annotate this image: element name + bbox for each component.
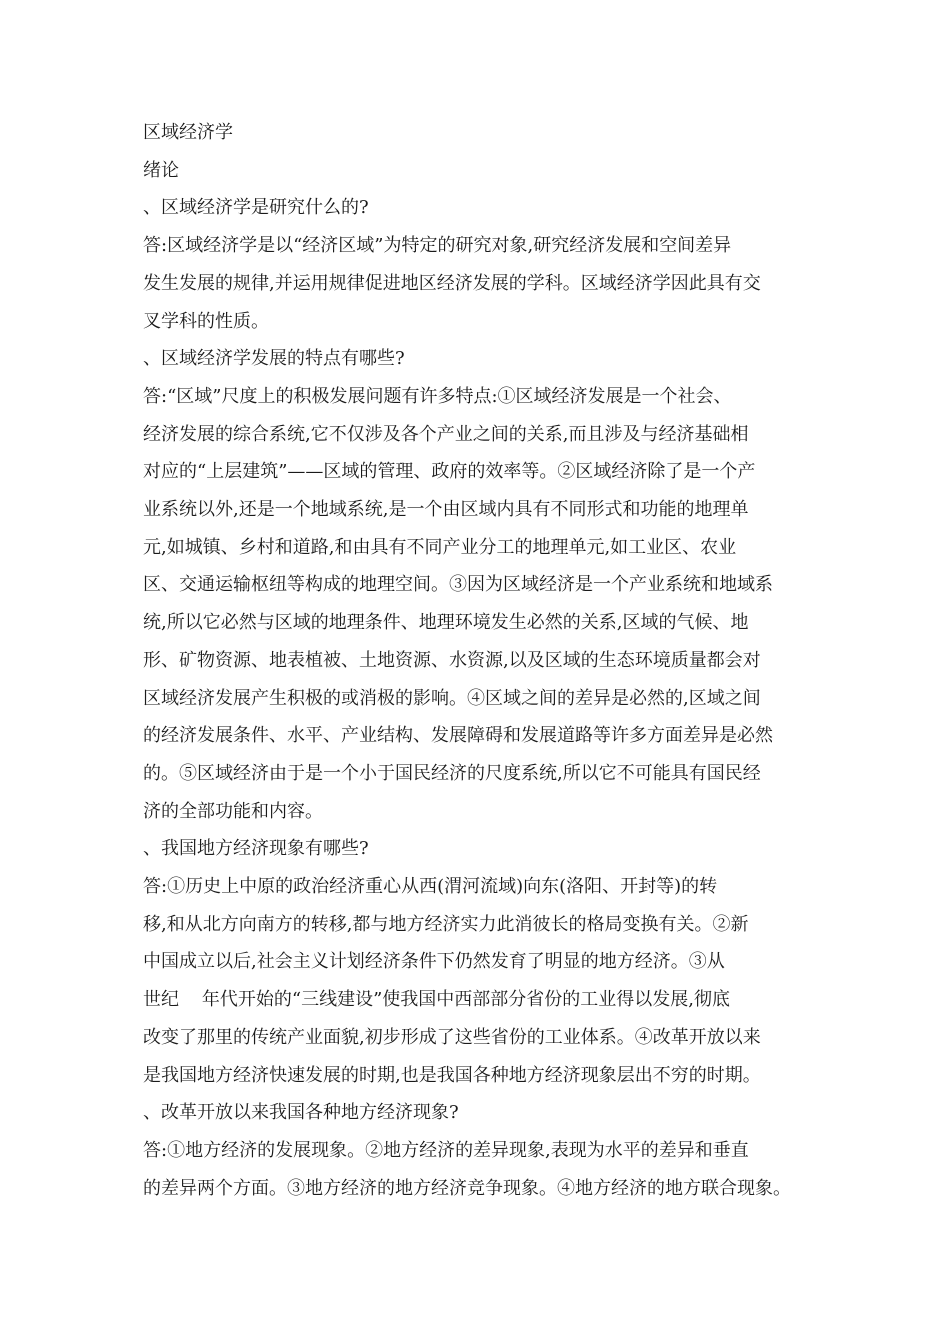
answer-line: 元,如城镇、乡村和道路,和由具有不同产业分工的地理单元,如工业区、农业: [143, 536, 737, 558]
answer-line: 的差异两个方面。③地方经济的地方经济竞争现象。④地方经济的地方联合现象。: [143, 1177, 791, 1199]
answer-line: 世纪 年代开始的“三线建设”使我国中西部部分省份的工业得以发展,彻底: [143, 989, 731, 1011]
question-2: 、区域经济学发展的特点有哪些?: [143, 348, 405, 370]
answer-line: 移,和从北方向南方的转移,都与地方经济实力此消彼长的格局变换有关。②新: [143, 913, 749, 935]
answer-line: 业系统以外,还是一个地域系统,是一个由区域内具有不同形式和功能的地理单: [143, 499, 749, 521]
answer-line: 经济发展的综合系统,它不仅涉及各个产业之间的关系,而且涉及与经济基础相: [143, 423, 749, 445]
answer-line: 是我国地方经济快速发展的时期,也是我国各种地方经济现象层出不穷的时期。: [143, 1064, 761, 1086]
answer-2: [143, 378, 813, 830]
question-4: 、改革开放以来我国各种地方经济现象?: [143, 1102, 459, 1124]
answer-line: 的经济发展条件、水平、产业结构、发展障碍和发展道路等许多方面差异是必然: [143, 725, 773, 747]
document-body: [143, 114, 813, 1207]
answer-line: 形、矿物资源、地表植被、土地资源、水资源,以及区域的生态环境质量都会对: [143, 649, 761, 671]
answer-line: 改变了那里的传统产业面貌,初步形成了这些省份的工业体系。④改革开放以来: [143, 1026, 761, 1048]
document-title: 区域经济学: [143, 122, 233, 143]
answer-4: [143, 1132, 813, 1207]
answer-line: 答:①历史上中原的政治经济重心从西(渭河流域)向东(洛阳、开封等)的转: [143, 876, 718, 898]
answer-line: 答:区域经济学是以“经济区域”为特定的研究对象,研究经济发展和空间差异: [143, 235, 732, 257]
answer-line: 统,所以它必然与区域的地理条件、地理环境发生必然的关系,区域的气候、地: [143, 612, 749, 634]
chapter-heading: 绪论: [143, 159, 179, 181]
answer-line: 济的全部功能和内容。: [143, 800, 323, 822]
answer-line: 对应的“上层建筑”——区域的管理、政府的效率等。②区域经济除了是一个产: [143, 461, 756, 483]
answer-3: [143, 868, 813, 1094]
answer-line: 中国成立以后,社会主义计划经济条件下仍然发育了明显的地方经济。③从: [143, 951, 725, 973]
answer-line: 的。⑤区域经济由于是一个小于国民经济的尺度系统,所以它不可能具有国民经: [143, 762, 761, 784]
answer-line: 叉学科的性质。: [143, 310, 269, 332]
answer-line: 答:①地方经济的发展现象。②地方经济的差异现象,表现为水平的差异和垂直: [143, 1139, 749, 1161]
answer-line: 区、交通运输枢纽等构成的地理空间。③因为区域经济是一个产业系统和地域系: [143, 574, 773, 596]
question-1: 、区域经济学是研究什么的?: [143, 197, 369, 219]
answer-line: 答:“区域”尺度上的积极发展问题有许多特点:①区域经济发展是一个社会、: [143, 385, 732, 407]
answer-line: 区域经济发展产生积极的或消极的影响。④区域之间的差异是必然的,区域之间: [143, 687, 761, 709]
answer-line: 发生发展的规律,并运用规律促进地区经济发展的学科。区域经济学因此具有交: [143, 272, 761, 294]
question-3: 、我国地方经济现象有哪些?: [143, 838, 369, 860]
answer-1: [143, 227, 813, 340]
